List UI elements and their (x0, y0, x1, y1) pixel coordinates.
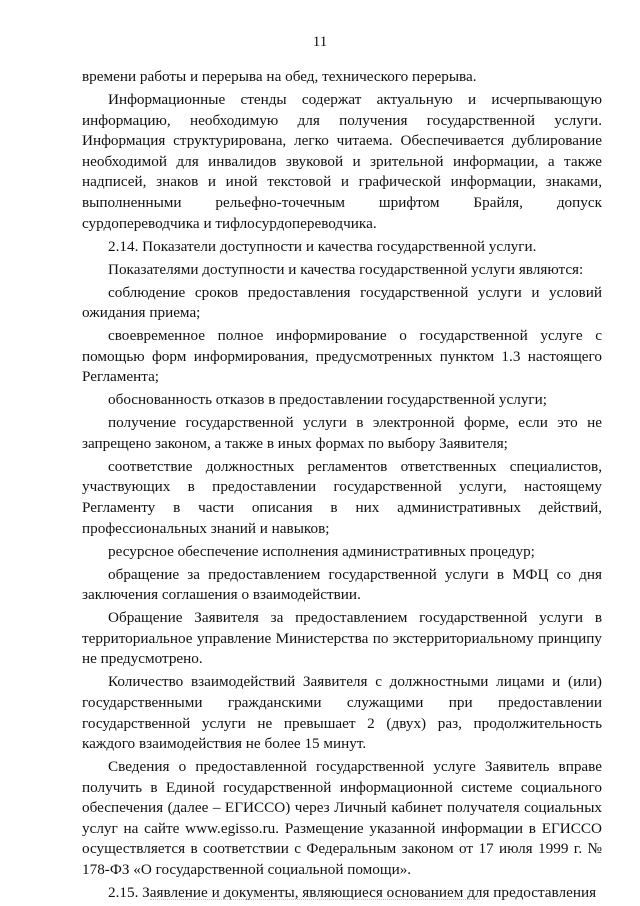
paragraph-continuation: времени работы и перерыва на обед, технического перерыва. (82, 68, 477, 85)
section-heading-2-15: 2.15. Заявление и документы, являющиеся основанием для предоставления (108, 884, 597, 902)
document-body (82, 67, 602, 906)
list-item-mfc: обращение за предоставлением государственной услуги в МФЦ со дня заключения соглашения о взаимодействии. (82, 565, 602, 604)
section-heading-2-14: 2.14. Показатели доступности и качества государственной услуги. (108, 237, 537, 255)
list-item-job-regulations: соответствие должностных регламентов ответственных специалистов, участвующих в предоставлении государственной услуги, настоящему Регламенту в части описания в них административных действий, профессиональных знаний и навыков; (82, 457, 602, 537)
list-item-refusals: обоснованность отказов в предоставлении государственной услуги; (108, 391, 548, 409)
paragraph-indicators-intro: Показателями доступности и качества государственной услуги являются: (108, 260, 584, 278)
paragraph-interactions: Количество взаимодействий Заявителя с должностными лицами и (или) государственными гражданскими служащими при предоставлении государственной услуги не превышает 2 (двух) раз, продолжительность каждого взаимодействия не более 15 минут. (82, 673, 602, 753)
list-item-resources: ресурсное обеспечение исполнения административных процедур; (108, 542, 535, 560)
page-number: 11 (312, 34, 328, 50)
page-bottom-edge (150, 899, 480, 900)
paragraph-extraterritorial: Обращение Заявителя за предоставлением государственной услуги в территориальное управление Министерства по экстерриториальному принципу не предусмотрено. (82, 609, 602, 668)
list-item-electronic-form: получение государственной услуги в электронной форме, если это не запрещено законом, а также в иных формах по выбору Заявителя; (82, 414, 602, 452)
list-item-deadlines: соблюдение сроков предоставления государственной услуги и условий ожидания приема; (82, 283, 602, 322)
paragraph-info-stands: Информационные стенды содержат актуальную и исчерпывающую информацию, необходимую для получения государственной услуги. Информация структурирована, легко читаема. Обеспечивается дублирование необходимой для инвалидов звуковой и зрительной информации, а также надписей, знаков и иной текстовой и графической информации, знаками, выполненными рельефно-точечным шрифтом Брайля, допуск сурдопереводчика и тифлосурдопереводчика. (82, 90, 602, 232)
paragraph-egisso: Сведения о предоставленной государственной услуге Заявитель вправе получить в Единой государственной информационной системе социального обеспечения (далее – ЕГИССО) через Личный кабинет получателя социальных услуг на сайте www.egisso.ru. Размещение указанной информации в ЕГИССО осуществляется в соответствии с Федеральным законом от 17 июля 1999 г. № 178-ФЗ «О государственной социальной помощи». (82, 758, 602, 879)
list-item-informing: своевременное полное информирование о государственной услуге с помощью форм информирования, предусмотренных пунктом 1.3 настоящего Регламента; (82, 327, 602, 386)
